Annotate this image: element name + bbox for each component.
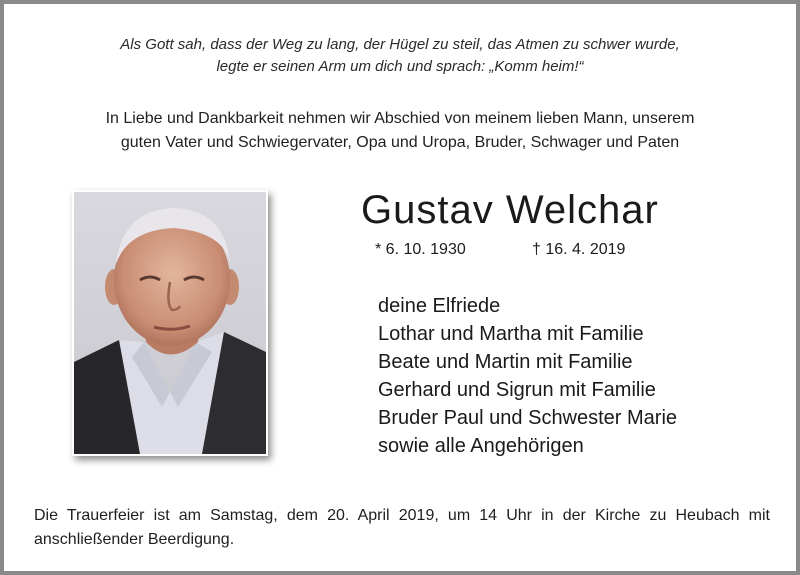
birth-date: * 6. 10. 1930 — [375, 241, 466, 258]
list-item: Beate und Martin mit Familie — [378, 351, 633, 373]
list-item: Lothar und Martha mit Familie — [378, 323, 644, 345]
portrait-image — [74, 192, 266, 454]
motto-line-1: Als Gott sah, dass der Weg zu lang, der Hügel zu steil, das Atmen zu schwer wurde, — [120, 36, 680, 53]
funeral-notice — [34, 504, 770, 552]
list-item: Gerhard und Sigrun mit Familie — [378, 379, 656, 401]
list-item: sowie alle Angehörigen — [378, 435, 584, 457]
intro-line-2: guten Vater und Schwiegervater, Opa und Uropa, Bruder, Schwager und Paten — [120, 134, 680, 151]
motto-quote — [4, 34, 796, 78]
deceased-name: Gustav Welchar — [361, 188, 659, 232]
portrait-photo — [72, 190, 268, 456]
mourners-list — [378, 292, 677, 460]
funeral-notice-line-2: anschließender Beerdigung. — [34, 531, 235, 548]
funeral-notice-line-1: Die Trauerfeier ist am Samstag, dem 20. April 2019, um 14 Uhr in der Kirche zu Heubach mit — [34, 507, 770, 524]
list-item: deine Elfriede — [378, 295, 501, 317]
motto-line-2: legte er seinen Arm um dich und sprach: „Komm heim!“ — [216, 58, 584, 75]
intro-line-1: In Liebe und Dankbarkeit nehmen wir Abschied von meinem lieben Mann, unserem — [105, 110, 695, 127]
death-date: † 16. 4. 2019 — [532, 241, 626, 258]
list-item: Bruder Paul und Schwester Marie — [378, 407, 678, 429]
intro-text — [4, 107, 796, 155]
